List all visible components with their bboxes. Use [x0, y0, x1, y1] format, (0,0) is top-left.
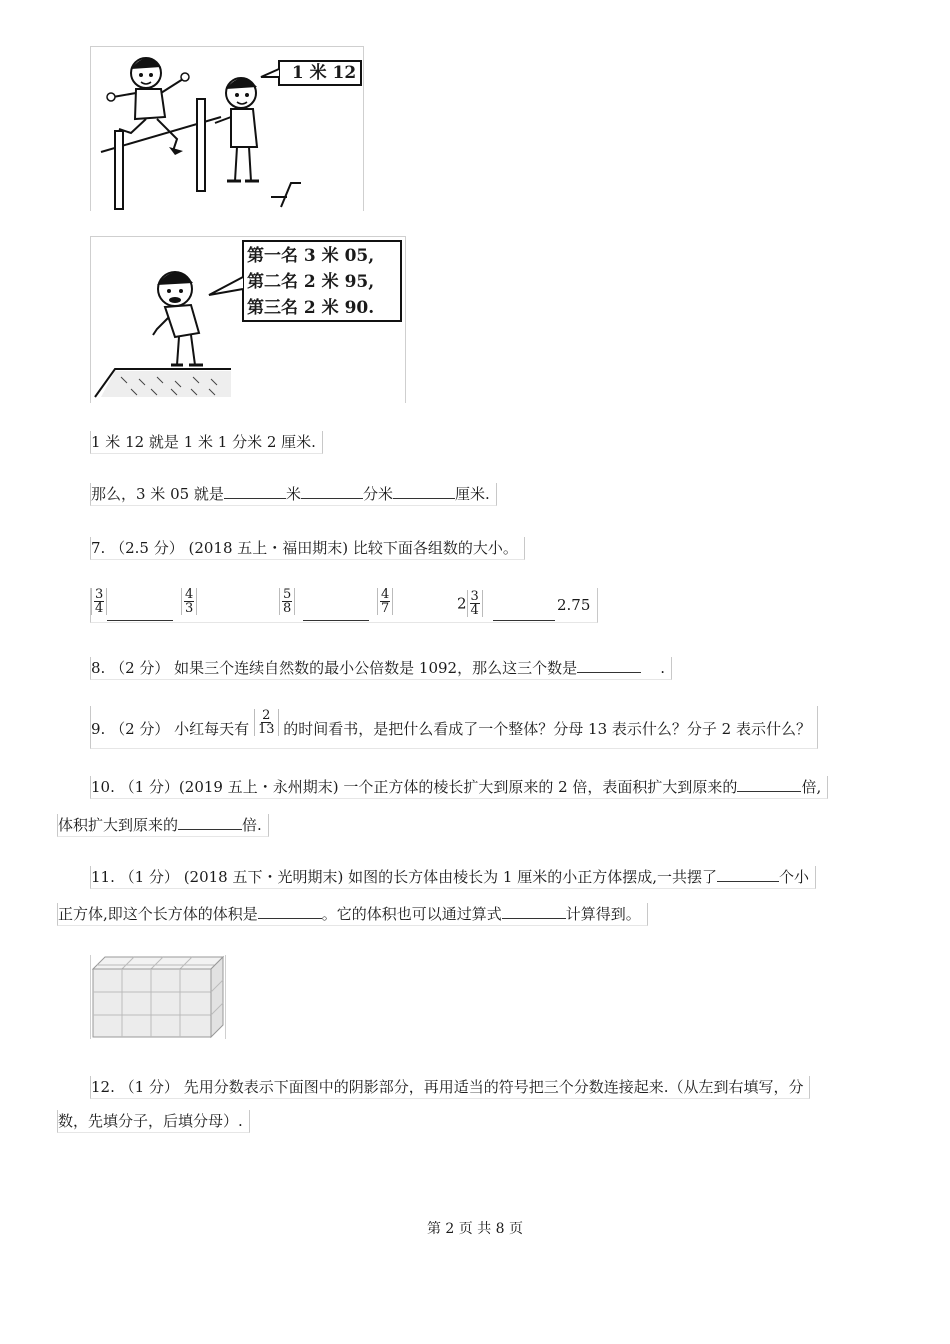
q9-fraction: $\frac{2}{13}$ [254, 709, 279, 736]
q11-blank-volume[interactable] [258, 904, 322, 919]
q7-blank-2[interactable] [303, 606, 369, 621]
q6-blank-meter[interactable] [224, 484, 286, 499]
q12-text-b: 数，先填分子，后填分母）. [58, 1112, 243, 1130]
q12-line-2 [57, 1110, 250, 1133]
cuboid-figure [90, 955, 226, 1039]
q8-prompt [90, 657, 672, 680]
q7-pair-1-right: $\frac{4}{3}$ [181, 588, 197, 615]
q7-blank-1[interactable] [107, 606, 173, 621]
q10-line-1 [90, 776, 828, 799]
q11-line-2 [57, 903, 648, 926]
q9-prompt [90, 706, 818, 749]
q10-text-c: 体积扩大到原来的 [58, 816, 179, 834]
q7-comparisons [90, 588, 598, 623]
q12-text-a: 12. （1 分） 先用分数表示下面图中的阴影部分，再用适当的符号把三个分数连接起来.（从左到右填写，分 [91, 1078, 804, 1096]
q11-blank-count[interactable] [717, 867, 779, 882]
q10-blank-volume[interactable] [178, 815, 242, 830]
q6-example-text: 1 米 12 就是 1 米 1 分米 2 厘米. [91, 433, 316, 451]
bubble-text: 1 米 12 [291, 63, 357, 83]
q6-text-c: 分米 [362, 485, 393, 503]
q11-text-c: 正方体,即这个长方体的体积是 [58, 905, 258, 923]
q7-pair-1-left: $\frac{3}{4}$ [91, 588, 107, 615]
q11-text-e: 计算得到。 [565, 905, 641, 923]
ranking-line-1: 第一名 3 米 05, [247, 246, 375, 266]
q10-blank-surface[interactable] [737, 777, 801, 792]
cuboid-drawing [91, 955, 225, 1039]
ranking-bubble [247, 243, 399, 321]
q9-text-a: 9. （2 分） 小红每天有 [91, 720, 250, 738]
q10-text-b: 倍, [801, 778, 822, 796]
q7-pair-2-right: $\frac{4}{7}$ [377, 588, 393, 615]
ranking-line-3: 第三名 2 米 90. [247, 298, 375, 318]
q11-text-a: 11. （1 分） (2018 五下・光明期末) 如图的长方体由棱长为 1 厘米的小正方体摆成,一共摆了 [91, 868, 717, 886]
q12-line-1 [90, 1076, 810, 1099]
q8-blank[interactable] [577, 658, 641, 673]
q6-blank-centimeter[interactable] [393, 484, 455, 499]
q8-text-a: 8. （2 分） 如果三个连续自然数的最小公倍数是 1092，那么这三个数是 [91, 659, 578, 677]
long-jump-illustration [90, 236, 406, 403]
q6-text-b: 米 [285, 485, 301, 503]
q11-text-b: 个小 [778, 868, 809, 886]
q7-blank-3[interactable] [493, 606, 555, 621]
q7-pair-2-left: $\frac{5}{8}$ [279, 588, 295, 615]
q7-text: 7. （2.5 分） (2018 五上・福田期末) 比较下面各组数的大小。 [91, 539, 518, 557]
q11-line-1 [90, 866, 816, 889]
q7-pair-3-left: 2 $\frac{3}{4}$ [457, 590, 483, 617]
q6-example [90, 431, 323, 454]
q10-text-d: 倍. [242, 816, 262, 834]
q9-text-b: 的时间看书，是把什么看成了一个整体？分母 13 表示什么？分子 2 表示什么？ [283, 720, 811, 738]
q11-text-d: 。它的体积也可以通过算式 [321, 905, 502, 923]
q6-text-d: 厘米. [454, 485, 490, 503]
page-footer: 第 2 页 共 8 页 [426, 1221, 524, 1237]
q7-pair-3-right: 2.75 [557, 596, 591, 614]
q10-text-a: 10. （1 分）(2019 五上・永州期末) 一个正方体的棱长扩大到原来的 2 倍，表面积扩大到原来的 [91, 778, 738, 796]
q10-line-2 [57, 814, 269, 837]
q6-question [90, 483, 497, 506]
q6-blank-decimeter[interactable] [301, 484, 363, 499]
high-jump-illustration [90, 46, 364, 211]
ranking-line-2: 第二名 2 米 95, [247, 272, 375, 292]
q7-prompt [90, 537, 525, 560]
q6-text-a: 那么，3 米 05 就是 [91, 485, 224, 503]
q8-text-b: . [660, 659, 665, 677]
q11-blank-formula[interactable] [502, 904, 566, 919]
